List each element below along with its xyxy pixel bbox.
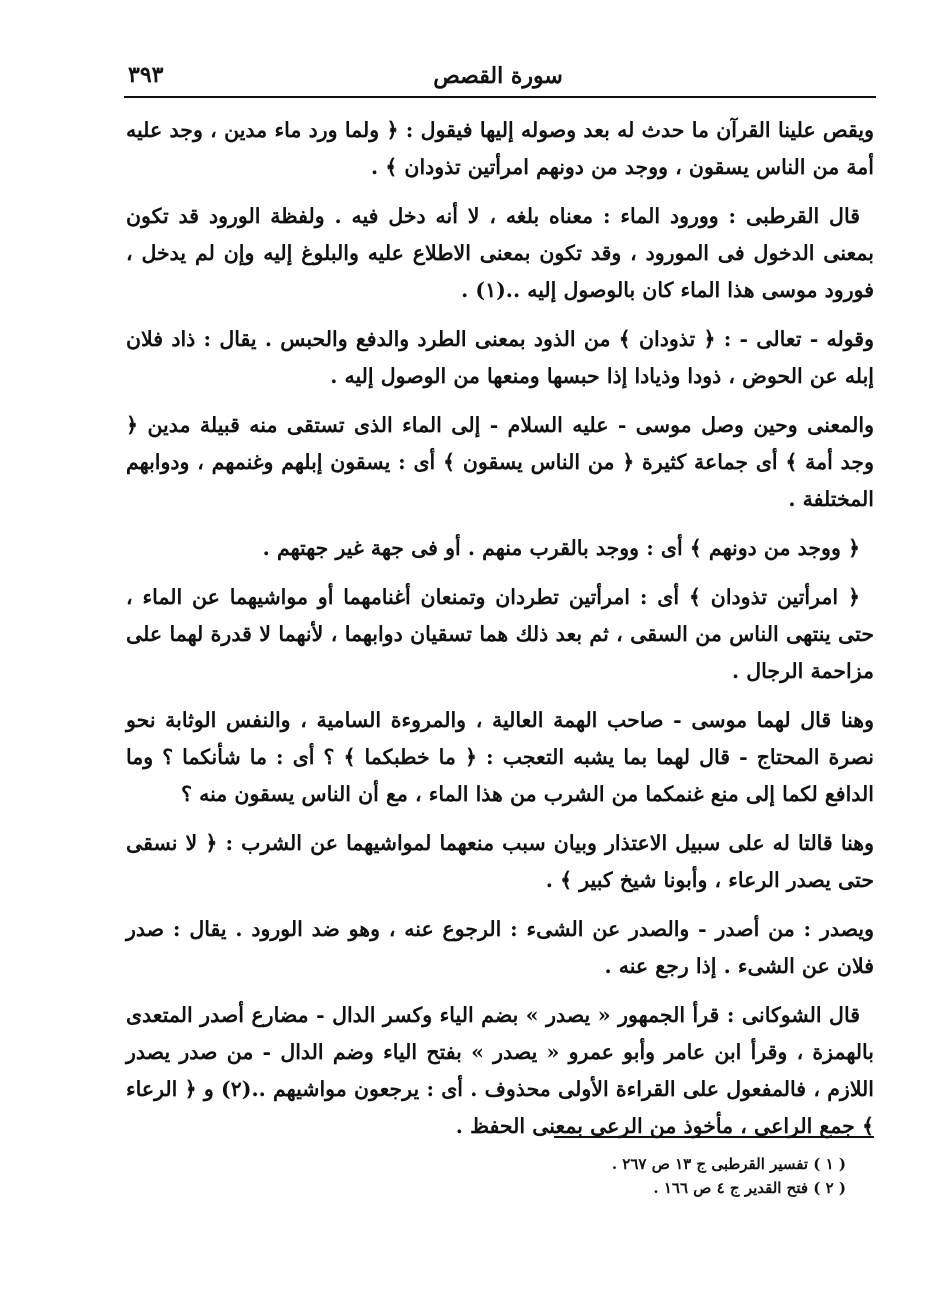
paragraph: والمعنى وحين وصل موسى - عليه السلام - إلى الماء الذى تستقى منه قبيلة مدين ﴿ وجد أمة ﴾ أى جماعة كثيرة ﴿ من الناس يسقون ﴾ أى : يسقون إبلهم وغنمهم ، ودوابهم المختلفة .: [126, 413, 874, 511]
paragraph: ﴿ ووجد من دونهم ﴾ أى : ووجد بالقرب منهم . أو فى جهة غير جهتهم .: [262, 536, 860, 560]
header-divider: [124, 96, 876, 98]
paragraph: ﴿ امرأتين تذودان ﴾ أى : امرأتين تطردان وتمنعان أغنامهما أو مواشيهما عن الماء ، حتى ينتهى الناس من السقى ، ثم بعد ذلك هما تسقيان دوابهما ، لأنهما لا قدرة لهما على مزاحمة الرجال .: [126, 585, 874, 683]
main-text: [126, 112, 874, 1157]
footnote: ( ٢ ) فتح القدير ج ٤ ص ١٦٦ .: [653, 1179, 846, 1197]
paragraph: وهنا قال لهما موسى - صاحب الهمة العالية ، والمروءة السامية ، والنفس الوثابة نحو نصرة المحتاج - قال لهما بما يشبه التعجب : ﴿ ما خطبكما ﴾ ؟ أى : ما شأنكما ؟ وما الدافع لكما إلى منع غنمكما من الشرب من هذا الماء ، مع أن الناس يسقون منه ؟: [126, 708, 874, 806]
paragraph: قال الشوكانى : قرأ الجمهور « يصدر » بضم الياء وكسر الدال - مضارع أصدر المتعدى بالهمزة ، وقرأ ابن عامر وأبو عمرو « يصدر » بفتح الياء وضم الدال - من صدر يصدر اللازم ، فالمفعول على القراءة الأولى محذوف . أى : يرجعون مواشيهم ..(٢) و ﴿ الرعاء ﴾ جمع الراعى ، مأخوذ من الرعى بمعنى الحفظ .: [126, 1003, 874, 1138]
paragraph: وقوله - تعالى - : ﴿ تذودان ﴾ من الذود بمعنى الطرد والدفع والحبس . يقال : ذاد فلان إبله عن الحوض ، ذودا وذيادا إذا حبسها ومنعها من الوصول إليه .: [126, 327, 874, 388]
page-number: ٣٩٣: [128, 62, 164, 88]
page-header: [120, 58, 876, 94]
footnote-divider: [554, 1136, 874, 1138]
surah-title: سورة القصص: [433, 63, 563, 89]
footnotes: [126, 1152, 846, 1200]
paragraph: وهنا قالتا له على سبيل الاعتذار وبيان سبب منعهما لمواشيهما عن الشرب : ﴿ لا نسقى حتى يصدر الرعاء ، وأبونا شيخ كبير ﴾ .: [126, 831, 874, 892]
paragraph: قال القرطبى : وورود الماء : معناه بلغه ، لا أنه دخل فيه . ولفظة الورود قد تكون بمعنى الدخول فى المورود ، وقد تكون بمعنى الاطلاع عليه والبلوغ إليه وإن لم يدخل ، فورود موسى هذا الماء كان بالوصول إليه ..(١) .: [126, 204, 874, 302]
paragraph: ويقص علينا القرآن ما حدث له بعد وصوله إليها فيقول : ﴿ ولما ورد ماء مدين ، وجد عليه أمة من الناس يسقون ، ووجد من دونهم امرأتين تذودان ﴾ .: [126, 118, 874, 179]
paragraph: ويصدر : من أصدر - والصدر عن الشىء : الرجوع عنه ، وهو ضد الورود . يقال : صدر فلان عن الشىء . إذا رجع عنه .: [126, 917, 874, 978]
footnote: ( ١ ) تفسير القرطبى ج ١٣ ص ٢٦٧ .: [611, 1155, 846, 1173]
